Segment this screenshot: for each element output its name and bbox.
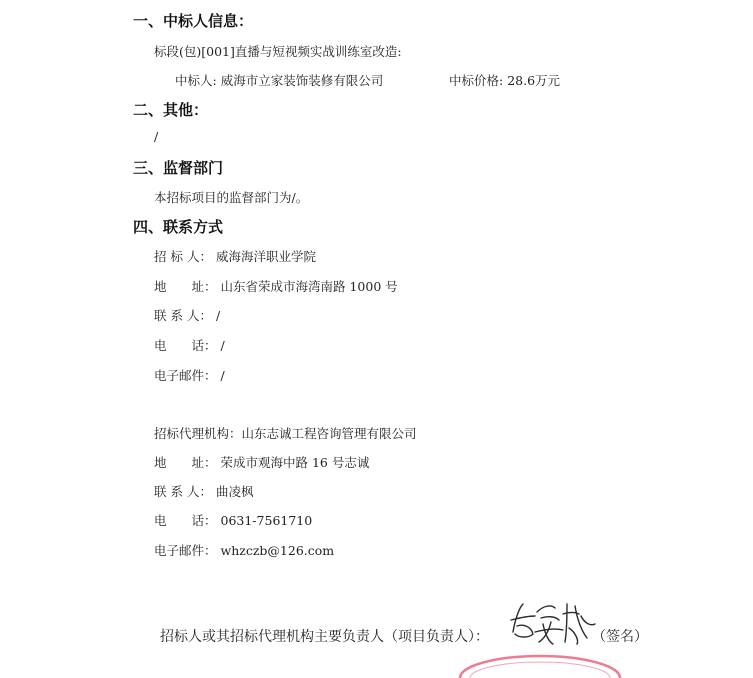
section-3-title: 三、监督部门 [133,159,224,177]
agency-email-label: 电子邮件： [154,543,217,558]
lot-line: 标段(包)[001]直播与短视频实战训练室改造: [154,44,402,59]
signature-suffix: （签名） [592,629,648,645]
price-value: 28.6万元 [507,73,561,88]
tenderer-contact-row [154,306,220,324]
section-1-title: 一、中标人信息： [133,12,254,30]
tenderer-address-value: 山东省荣成市海湾南路 1000 号 [220,279,398,294]
tenderer-phone-value: / [220,338,225,353]
signature-prefix: 招标人或其招标代理机构主要负责人（项目负责人）： [160,629,489,645]
price-line [449,71,560,89]
agency-email-row [154,541,334,559]
tenderer-email-row [154,366,225,384]
tenderer-email-value: / [220,368,225,383]
agency-line: 招标代理机构：山东志诚工程咨询管理有限公司 [154,426,417,441]
supervision-content: 本招标项目的监督部门为/。 [154,190,309,205]
price-label: 中标价格: [449,73,504,88]
agency-phone-row [154,511,312,529]
tenderer-label: 招 标 人： [154,249,212,264]
winner-line [175,71,383,89]
tenderer-phone-row [154,336,225,354]
agency-address-label: 地 址： [154,455,217,470]
tenderer-contact-label: 联 系 人： [154,308,212,323]
section-2-title: 二、其他： [133,101,209,119]
tenderer-phone-label: 电 话： [154,338,217,353]
agency-address-value: 荣成市观海中路 16 号志诚 [220,455,370,470]
tenderer-address-label: 地 址： [154,279,217,294]
tenderer-row [154,247,316,265]
other-content: / [154,129,159,144]
tenderer-value: 威海海洋职业学院 [215,249,316,264]
agency-contact-label: 联 系 人： [154,484,212,499]
tenderer-email-label: 电子邮件： [154,368,217,383]
tenderer-contact-value: / [215,308,221,323]
tenderer-address-row [154,277,398,295]
winner-label: 中标人: [175,73,217,88]
agency-contact-row [154,482,253,500]
section-4-title: 四、联系方式 [133,218,224,236]
agency-address-row [154,453,369,471]
winner-value: 威海市立家装饰装修有限公司 [220,73,384,88]
agency-phone-label: 电 话： [154,513,217,528]
agency-phone-value: 0631-7561710 [220,513,313,528]
stamp-seal [455,638,625,678]
agency-email-value: whzczb@126.com [220,543,335,558]
agency-contact-value: 曲凌枫 [215,484,254,499]
